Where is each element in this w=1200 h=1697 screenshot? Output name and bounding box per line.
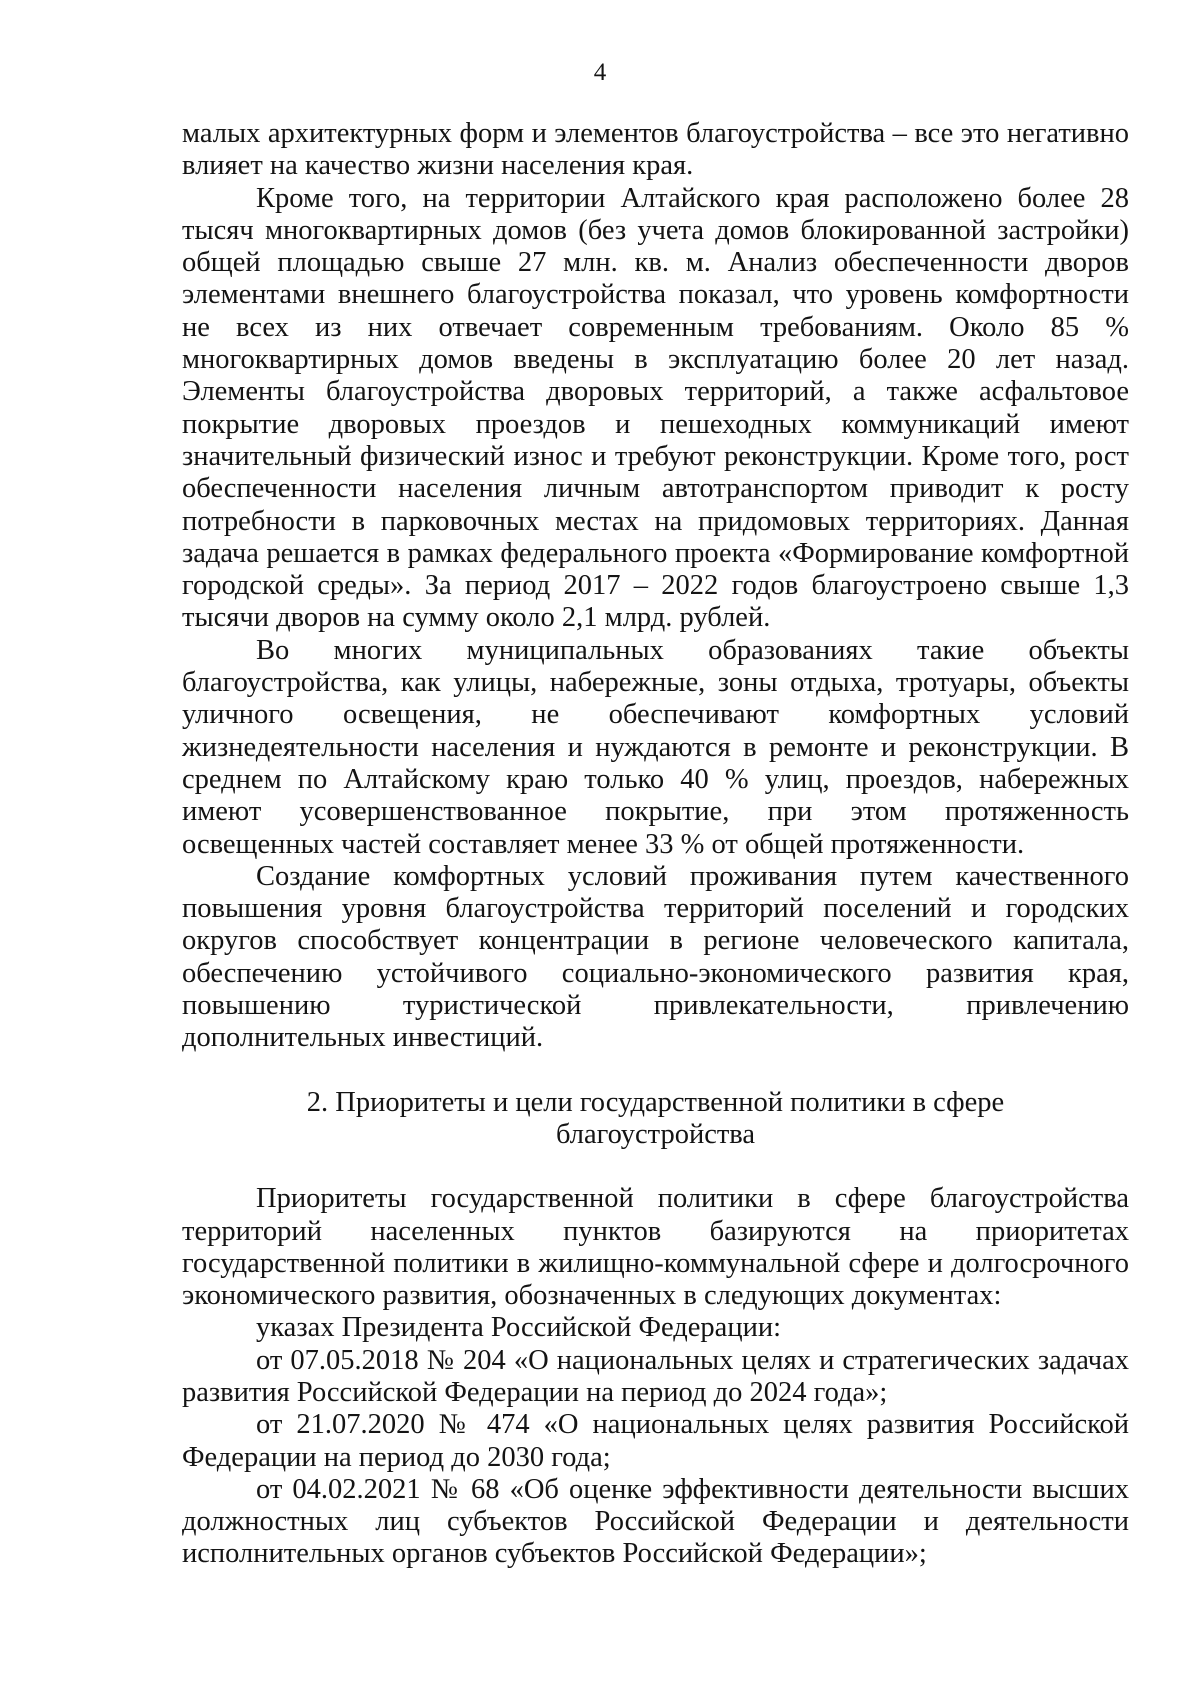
- paragraph-decree-474: от 21.07.2020 № 474 «О национальных целях развития Российской Федерации на период до 2030 года;: [182, 1409, 1129, 1473]
- paragraph-decree-204: от 07.05.2018 № 204 «О национальных целях и стратегических задачах развития Российской Федерации на период до 2024 года»;: [182, 1344, 1129, 1408]
- page-number: 4: [593, 59, 607, 86]
- paragraph-continuation: малых архитектурных форм и элементов благоустройства – все это негативно влияет на качество жизни населения края.: [182, 118, 1129, 182]
- section-heading-line-2: благоустройства: [555, 1118, 756, 1150]
- paragraph-presidential-decrees: указах Президента Российской Федерации:: [256, 1312, 782, 1344]
- document-body: [182, 118, 1129, 1571]
- paragraph-comfortable-conditions: Создание комфортных условий проживания путем качественного повышения уровня благоустройства территорий поселений и городских округов способствует концентрации в регионе человеческого капитала, обеспечению устойчивого социально-экономического развития края, повышению туристической привлекательности, привлечению дополнительных инвестиций.: [182, 860, 1129, 1054]
- paragraph-decree-68: от 04.02.2021 № 68 «Об оценке эффективности деятельности высших должностных лиц субъектов Российской Федерации и деятельности исполнительных органов субъектов Российской Федерации»;: [182, 1473, 1129, 1570]
- paragraph-priorities: Приоритеты государственной политики в сфере благоустройства территорий населенных пунктов базируются на приоритетах государственной политики в жилищно-коммунальной сфере и долгосрочного экономического развития, обозначенных в следующих документах:: [182, 1183, 1129, 1312]
- paragraph-apartment-buildings: Кроме того, на территории Алтайского края расположено более 28 тысяч многоквартирных домов (без учета домов блокированной застройки) общей площадью свыше 27 млн. кв. м. Анализ обеспеченности дворов элементами внешнего благоустройства показал, что уровень комфортности не всех из них отвечает современным требованиям. Около 85 % многоквартирных домов введены в эксплуатацию более 20 лет назад. Элементы благоустройства дворовых территорий, а также асфальтовое покрытие дворовых проездов и пешеходных коммуникаций имеют значительный физический износ и требуют реконструкции. Кроме того, рост обеспеченности населения личным автотранспортом приводит к росту потребности в парковочных местах на придомовых территориях. Данная задача решается в рамках федерального проекта «Формирование комфортной городской среды». За период 2017 – 2022 годов благоустроено свыше 1,3 тысячи дворов на сумму около 2,1 млрд. рублей.: [182, 182, 1129, 634]
- section-heading-line-1: 2. Приоритеты и цели государственной политики в сфере: [306, 1086, 1005, 1118]
- paragraph-municipal-objects: Во многих муниципальных образованиях такие объекты благоустройства, как улицы, набережные, зоны отдыха, тротуары, объекты уличного освещения, не обеспечивают комфортных условий жизнедеятельности населения и нуждаются в ремонте и реконструкции. В среднем по Алтайскому краю только 40 % улиц, проездов, набережных имеют усовершенствованное покрытие, при этом протяженность освещенных частей составляет менее 33 % от общей протяженности.: [182, 634, 1129, 860]
- section-heading: [182, 1087, 1129, 1152]
